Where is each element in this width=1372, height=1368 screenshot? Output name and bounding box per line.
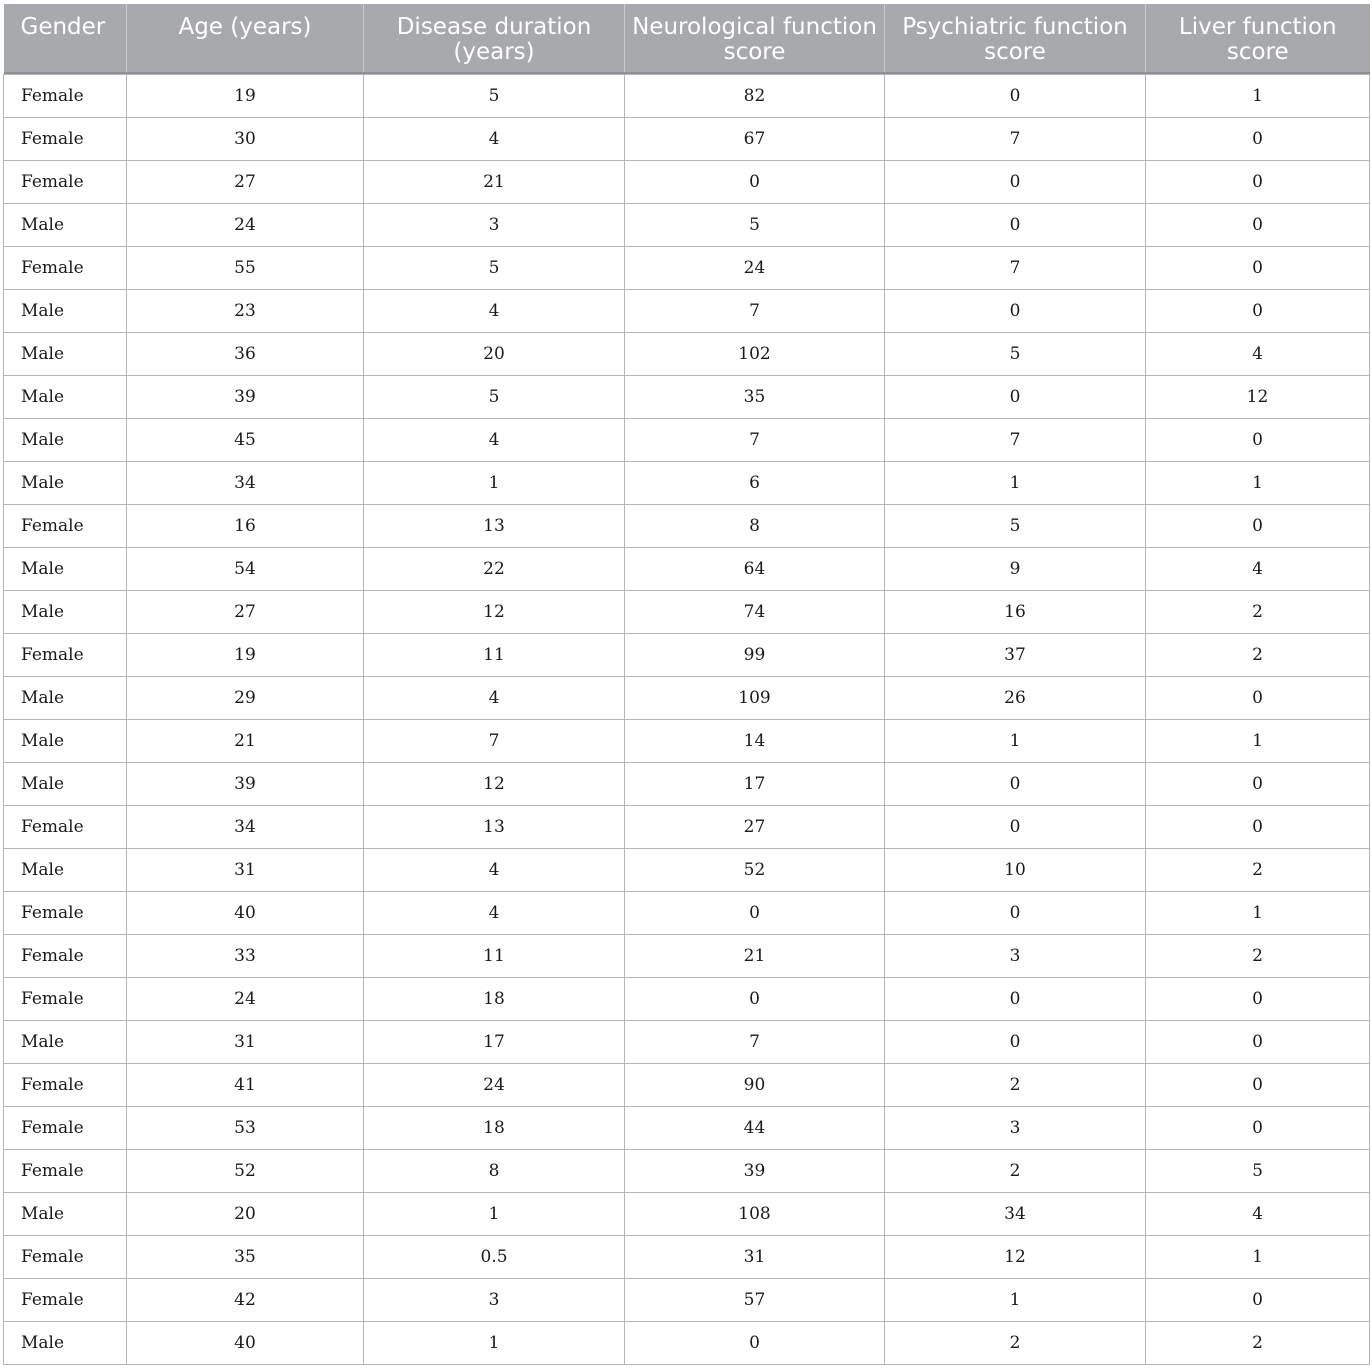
table-row xyxy=(4,634,1370,677)
cell-neurological-score: 7 xyxy=(625,290,885,333)
cell-disease-duration: 13 xyxy=(364,806,625,849)
cell-gender: Male xyxy=(4,290,127,333)
cell-disease-duration: 11 xyxy=(364,935,625,978)
cell-disease-duration: 22 xyxy=(364,548,625,591)
cell-gender: Male xyxy=(4,204,127,247)
cell-psychiatric-score: 16 xyxy=(885,591,1146,634)
table-row xyxy=(4,290,1370,333)
cell-gender: Male xyxy=(4,419,127,462)
cell-age: 27 xyxy=(127,161,364,204)
cell-liver-score: 2 xyxy=(1146,849,1370,892)
cell-liver-score: 0 xyxy=(1146,1107,1370,1150)
cell-disease-duration: 1 xyxy=(364,1193,625,1236)
cell-psychiatric-score: 37 xyxy=(885,634,1146,677)
cell-neurological-score: 8 xyxy=(625,505,885,548)
cell-psychiatric-score: 0 xyxy=(885,978,1146,1021)
cell-gender: Female xyxy=(4,935,127,978)
cell-neurological-score: 0 xyxy=(625,978,885,1021)
cell-disease-duration: 4 xyxy=(364,419,625,462)
table-row xyxy=(4,1107,1370,1150)
cell-gender: Female xyxy=(4,1236,127,1279)
cell-age: 53 xyxy=(127,1107,364,1150)
cell-age: 33 xyxy=(127,935,364,978)
cell-neurological-score: 99 xyxy=(625,634,885,677)
cell-age: 16 xyxy=(127,505,364,548)
cell-liver-score: 0 xyxy=(1146,1021,1370,1064)
cell-age: 30 xyxy=(127,118,364,161)
cell-neurological-score: 7 xyxy=(625,419,885,462)
cell-liver-score: 0 xyxy=(1146,290,1370,333)
cell-psychiatric-score: 3 xyxy=(885,1107,1146,1150)
cell-disease-duration: 5 xyxy=(364,75,625,118)
table-row xyxy=(4,462,1370,505)
table-row xyxy=(4,591,1370,634)
cell-age: 31 xyxy=(127,1021,364,1064)
table-row xyxy=(4,849,1370,892)
cell-age: 19 xyxy=(127,75,364,118)
cell-liver-score: 1 xyxy=(1146,75,1370,118)
cell-psychiatric-score: 1 xyxy=(885,462,1146,505)
cell-disease-duration: 4 xyxy=(364,290,625,333)
table-row xyxy=(4,204,1370,247)
cell-gender: Male xyxy=(4,333,127,376)
header-neurological-score: Neurological function score xyxy=(625,4,885,73)
table-row xyxy=(4,548,1370,591)
cell-liver-score: 2 xyxy=(1146,591,1370,634)
cell-neurological-score: 64 xyxy=(625,548,885,591)
cell-neurological-score: 0 xyxy=(625,1322,885,1365)
cell-psychiatric-score: 7 xyxy=(885,118,1146,161)
cell-age: 35 xyxy=(127,1236,364,1279)
cell-liver-score: 0 xyxy=(1146,204,1370,247)
table-row xyxy=(4,247,1370,290)
cell-gender: Female xyxy=(4,1064,127,1107)
header-disease-duration: Disease duration (years) xyxy=(364,4,625,73)
cell-disease-duration: 18 xyxy=(364,1107,625,1150)
cell-disease-duration: 4 xyxy=(364,849,625,892)
cell-psychiatric-score: 0 xyxy=(885,75,1146,118)
cell-disease-duration: 5 xyxy=(364,376,625,419)
cell-liver-score: 0 xyxy=(1146,763,1370,806)
cell-gender: Male xyxy=(4,849,127,892)
cell-gender: Male xyxy=(4,462,127,505)
cell-liver-score: 5 xyxy=(1146,1150,1370,1193)
cell-psychiatric-score: 0 xyxy=(885,376,1146,419)
cell-gender: Male xyxy=(4,720,127,763)
cell-neurological-score: 102 xyxy=(625,333,885,376)
cell-age: 42 xyxy=(127,1279,364,1322)
cell-neurological-score: 0 xyxy=(625,161,885,204)
table-row xyxy=(4,892,1370,935)
cell-psychiatric-score: 7 xyxy=(885,419,1146,462)
cell-disease-duration: 1 xyxy=(364,1322,625,1365)
cell-disease-duration: 4 xyxy=(364,892,625,935)
cell-neurological-score: 24 xyxy=(625,247,885,290)
cell-age: 55 xyxy=(127,247,364,290)
cell-disease-duration: 8 xyxy=(364,1150,625,1193)
cell-age: 39 xyxy=(127,376,364,419)
cell-age: 39 xyxy=(127,763,364,806)
cell-gender: Male xyxy=(4,677,127,720)
cell-disease-duration: 4 xyxy=(364,118,625,161)
cell-neurological-score: 90 xyxy=(625,1064,885,1107)
header-psychiatric-score: Psychiatric function score xyxy=(885,4,1146,73)
cell-age: 41 xyxy=(127,1064,364,1107)
cell-age: 45 xyxy=(127,419,364,462)
table-row xyxy=(4,333,1370,376)
cell-gender: Female xyxy=(4,161,127,204)
cell-neurological-score: 108 xyxy=(625,1193,885,1236)
cell-liver-score: 0 xyxy=(1146,118,1370,161)
cell-psychiatric-score: 0 xyxy=(885,204,1146,247)
table-row xyxy=(4,1322,1370,1365)
table-row xyxy=(4,75,1370,118)
cell-liver-score: 0 xyxy=(1146,1279,1370,1322)
table-row xyxy=(4,763,1370,806)
cell-neurological-score: 57 xyxy=(625,1279,885,1322)
table-row xyxy=(4,677,1370,720)
cell-liver-score: 0 xyxy=(1146,505,1370,548)
cell-liver-score: 4 xyxy=(1146,1193,1370,1236)
cell-age: 21 xyxy=(127,720,364,763)
cell-age: 40 xyxy=(127,1322,364,1365)
table-row xyxy=(4,505,1370,548)
cell-age: 31 xyxy=(127,849,364,892)
cell-age: 36 xyxy=(127,333,364,376)
cell-gender: Female xyxy=(4,634,127,677)
cell-liver-score: 4 xyxy=(1146,548,1370,591)
cell-psychiatric-score: 0 xyxy=(885,161,1146,204)
cell-age: 29 xyxy=(127,677,364,720)
cell-psychiatric-score: 1 xyxy=(885,1279,1146,1322)
cell-disease-duration: 7 xyxy=(364,720,625,763)
cell-age: 40 xyxy=(127,892,364,935)
cell-neurological-score: 27 xyxy=(625,806,885,849)
data-table xyxy=(3,4,1370,1365)
cell-psychiatric-score: 5 xyxy=(885,505,1146,548)
cell-gender: Female xyxy=(4,1150,127,1193)
cell-neurological-score: 21 xyxy=(625,935,885,978)
cell-psychiatric-score: 0 xyxy=(885,1021,1146,1064)
cell-psychiatric-score: 0 xyxy=(885,290,1146,333)
cell-liver-score: 0 xyxy=(1146,1064,1370,1107)
cell-gender: Male xyxy=(4,1193,127,1236)
cell-disease-duration: 11 xyxy=(364,634,625,677)
cell-psychiatric-score: 0 xyxy=(885,892,1146,935)
cell-neurological-score: 67 xyxy=(625,118,885,161)
header-gender: Gender xyxy=(4,4,127,73)
cell-neurological-score: 6 xyxy=(625,462,885,505)
cell-liver-score: 4 xyxy=(1146,333,1370,376)
cell-liver-score: 1 xyxy=(1146,462,1370,505)
cell-neurological-score: 39 xyxy=(625,1150,885,1193)
cell-liver-score: 0 xyxy=(1146,247,1370,290)
cell-liver-score: 0 xyxy=(1146,978,1370,1021)
cell-age: 34 xyxy=(127,462,364,505)
cell-psychiatric-score: 5 xyxy=(885,333,1146,376)
cell-age: 23 xyxy=(127,290,364,333)
cell-psychiatric-score: 26 xyxy=(885,677,1146,720)
cell-liver-score: 2 xyxy=(1146,935,1370,978)
table-row xyxy=(4,806,1370,849)
cell-gender: Female xyxy=(4,978,127,1021)
cell-disease-duration: 12 xyxy=(364,591,625,634)
cell-disease-duration: 17 xyxy=(364,1021,625,1064)
table-row xyxy=(4,720,1370,763)
cell-liver-score: 1 xyxy=(1146,892,1370,935)
cell-neurological-score: 5 xyxy=(625,204,885,247)
table-row xyxy=(4,1064,1370,1107)
cell-liver-score: 2 xyxy=(1146,634,1370,677)
cell-gender: Female xyxy=(4,1107,127,1150)
cell-age: 20 xyxy=(127,1193,364,1236)
table-row xyxy=(4,419,1370,462)
cell-disease-duration: 1 xyxy=(364,462,625,505)
cell-psychiatric-score: 0 xyxy=(885,763,1146,806)
cell-neurological-score: 52 xyxy=(625,849,885,892)
table-row xyxy=(4,1193,1370,1236)
cell-gender: Female xyxy=(4,892,127,935)
table-row xyxy=(4,161,1370,204)
cell-liver-score: 1 xyxy=(1146,720,1370,763)
table-row xyxy=(4,978,1370,1021)
cell-psychiatric-score: 2 xyxy=(885,1064,1146,1107)
cell-gender: Female xyxy=(4,1279,127,1322)
cell-neurological-score: 74 xyxy=(625,591,885,634)
cell-neurological-score: 82 xyxy=(625,75,885,118)
table-row xyxy=(4,1236,1370,1279)
table-row xyxy=(4,376,1370,419)
cell-psychiatric-score: 1 xyxy=(885,720,1146,763)
cell-disease-duration: 20 xyxy=(364,333,625,376)
cell-disease-duration: 3 xyxy=(364,204,625,247)
cell-neurological-score: 17 xyxy=(625,763,885,806)
cell-neurological-score: 7 xyxy=(625,1021,885,1064)
cell-disease-duration: 21 xyxy=(364,161,625,204)
cell-neurological-score: 109 xyxy=(625,677,885,720)
header-liver-score: Liver function score xyxy=(1146,4,1370,73)
cell-neurological-score: 44 xyxy=(625,1107,885,1150)
cell-psychiatric-score: 7 xyxy=(885,247,1146,290)
cell-gender: Female xyxy=(4,75,127,118)
cell-disease-duration: 18 xyxy=(364,978,625,1021)
cell-psychiatric-score: 12 xyxy=(885,1236,1146,1279)
cell-liver-score: 0 xyxy=(1146,161,1370,204)
cell-age: 54 xyxy=(127,548,364,591)
cell-disease-duration: 4 xyxy=(364,677,625,720)
cell-disease-duration: 24 xyxy=(364,1064,625,1107)
cell-disease-duration: 0.5 xyxy=(364,1236,625,1279)
cell-gender: Male xyxy=(4,763,127,806)
header-row xyxy=(4,4,1370,73)
cell-gender: Female xyxy=(4,118,127,161)
cell-disease-duration: 13 xyxy=(364,505,625,548)
table-row xyxy=(4,935,1370,978)
table-body xyxy=(4,73,1370,1365)
cell-gender: Female xyxy=(4,505,127,548)
cell-gender: Female xyxy=(4,806,127,849)
cell-psychiatric-score: 9 xyxy=(885,548,1146,591)
cell-liver-score: 0 xyxy=(1146,806,1370,849)
cell-disease-duration: 3 xyxy=(364,1279,625,1322)
cell-age: 19 xyxy=(127,634,364,677)
cell-neurological-score: 31 xyxy=(625,1236,885,1279)
cell-psychiatric-score: 34 xyxy=(885,1193,1146,1236)
cell-age: 34 xyxy=(127,806,364,849)
cell-gender: Male xyxy=(4,1021,127,1064)
cell-age: 52 xyxy=(127,1150,364,1193)
cell-gender: Male xyxy=(4,1322,127,1365)
cell-neurological-score: 0 xyxy=(625,892,885,935)
cell-age: 24 xyxy=(127,978,364,1021)
cell-psychiatric-score: 0 xyxy=(885,806,1146,849)
cell-liver-score: 1 xyxy=(1146,1236,1370,1279)
cell-neurological-score: 14 xyxy=(625,720,885,763)
cell-gender: Male xyxy=(4,591,127,634)
table-row xyxy=(4,1279,1370,1322)
header-age: Age (years) xyxy=(127,4,364,73)
cell-gender: Female xyxy=(4,247,127,290)
table-row xyxy=(4,118,1370,161)
cell-liver-score: 0 xyxy=(1146,677,1370,720)
cell-gender: Male xyxy=(4,376,127,419)
cell-gender: Male xyxy=(4,548,127,591)
cell-psychiatric-score: 10 xyxy=(885,849,1146,892)
cell-psychiatric-score: 3 xyxy=(885,935,1146,978)
cell-age: 24 xyxy=(127,204,364,247)
cell-disease-duration: 12 xyxy=(364,763,625,806)
cell-liver-score: 2 xyxy=(1146,1322,1370,1365)
cell-liver-score: 0 xyxy=(1146,419,1370,462)
table-row xyxy=(4,1150,1370,1193)
cell-age: 27 xyxy=(127,591,364,634)
cell-psychiatric-score: 2 xyxy=(885,1322,1146,1365)
table-header xyxy=(4,4,1370,73)
cell-neurological-score: 35 xyxy=(625,376,885,419)
cell-liver-score: 12 xyxy=(1146,376,1370,419)
cell-disease-duration: 5 xyxy=(364,247,625,290)
table-row xyxy=(4,1021,1370,1064)
cell-psychiatric-score: 2 xyxy=(885,1150,1146,1193)
